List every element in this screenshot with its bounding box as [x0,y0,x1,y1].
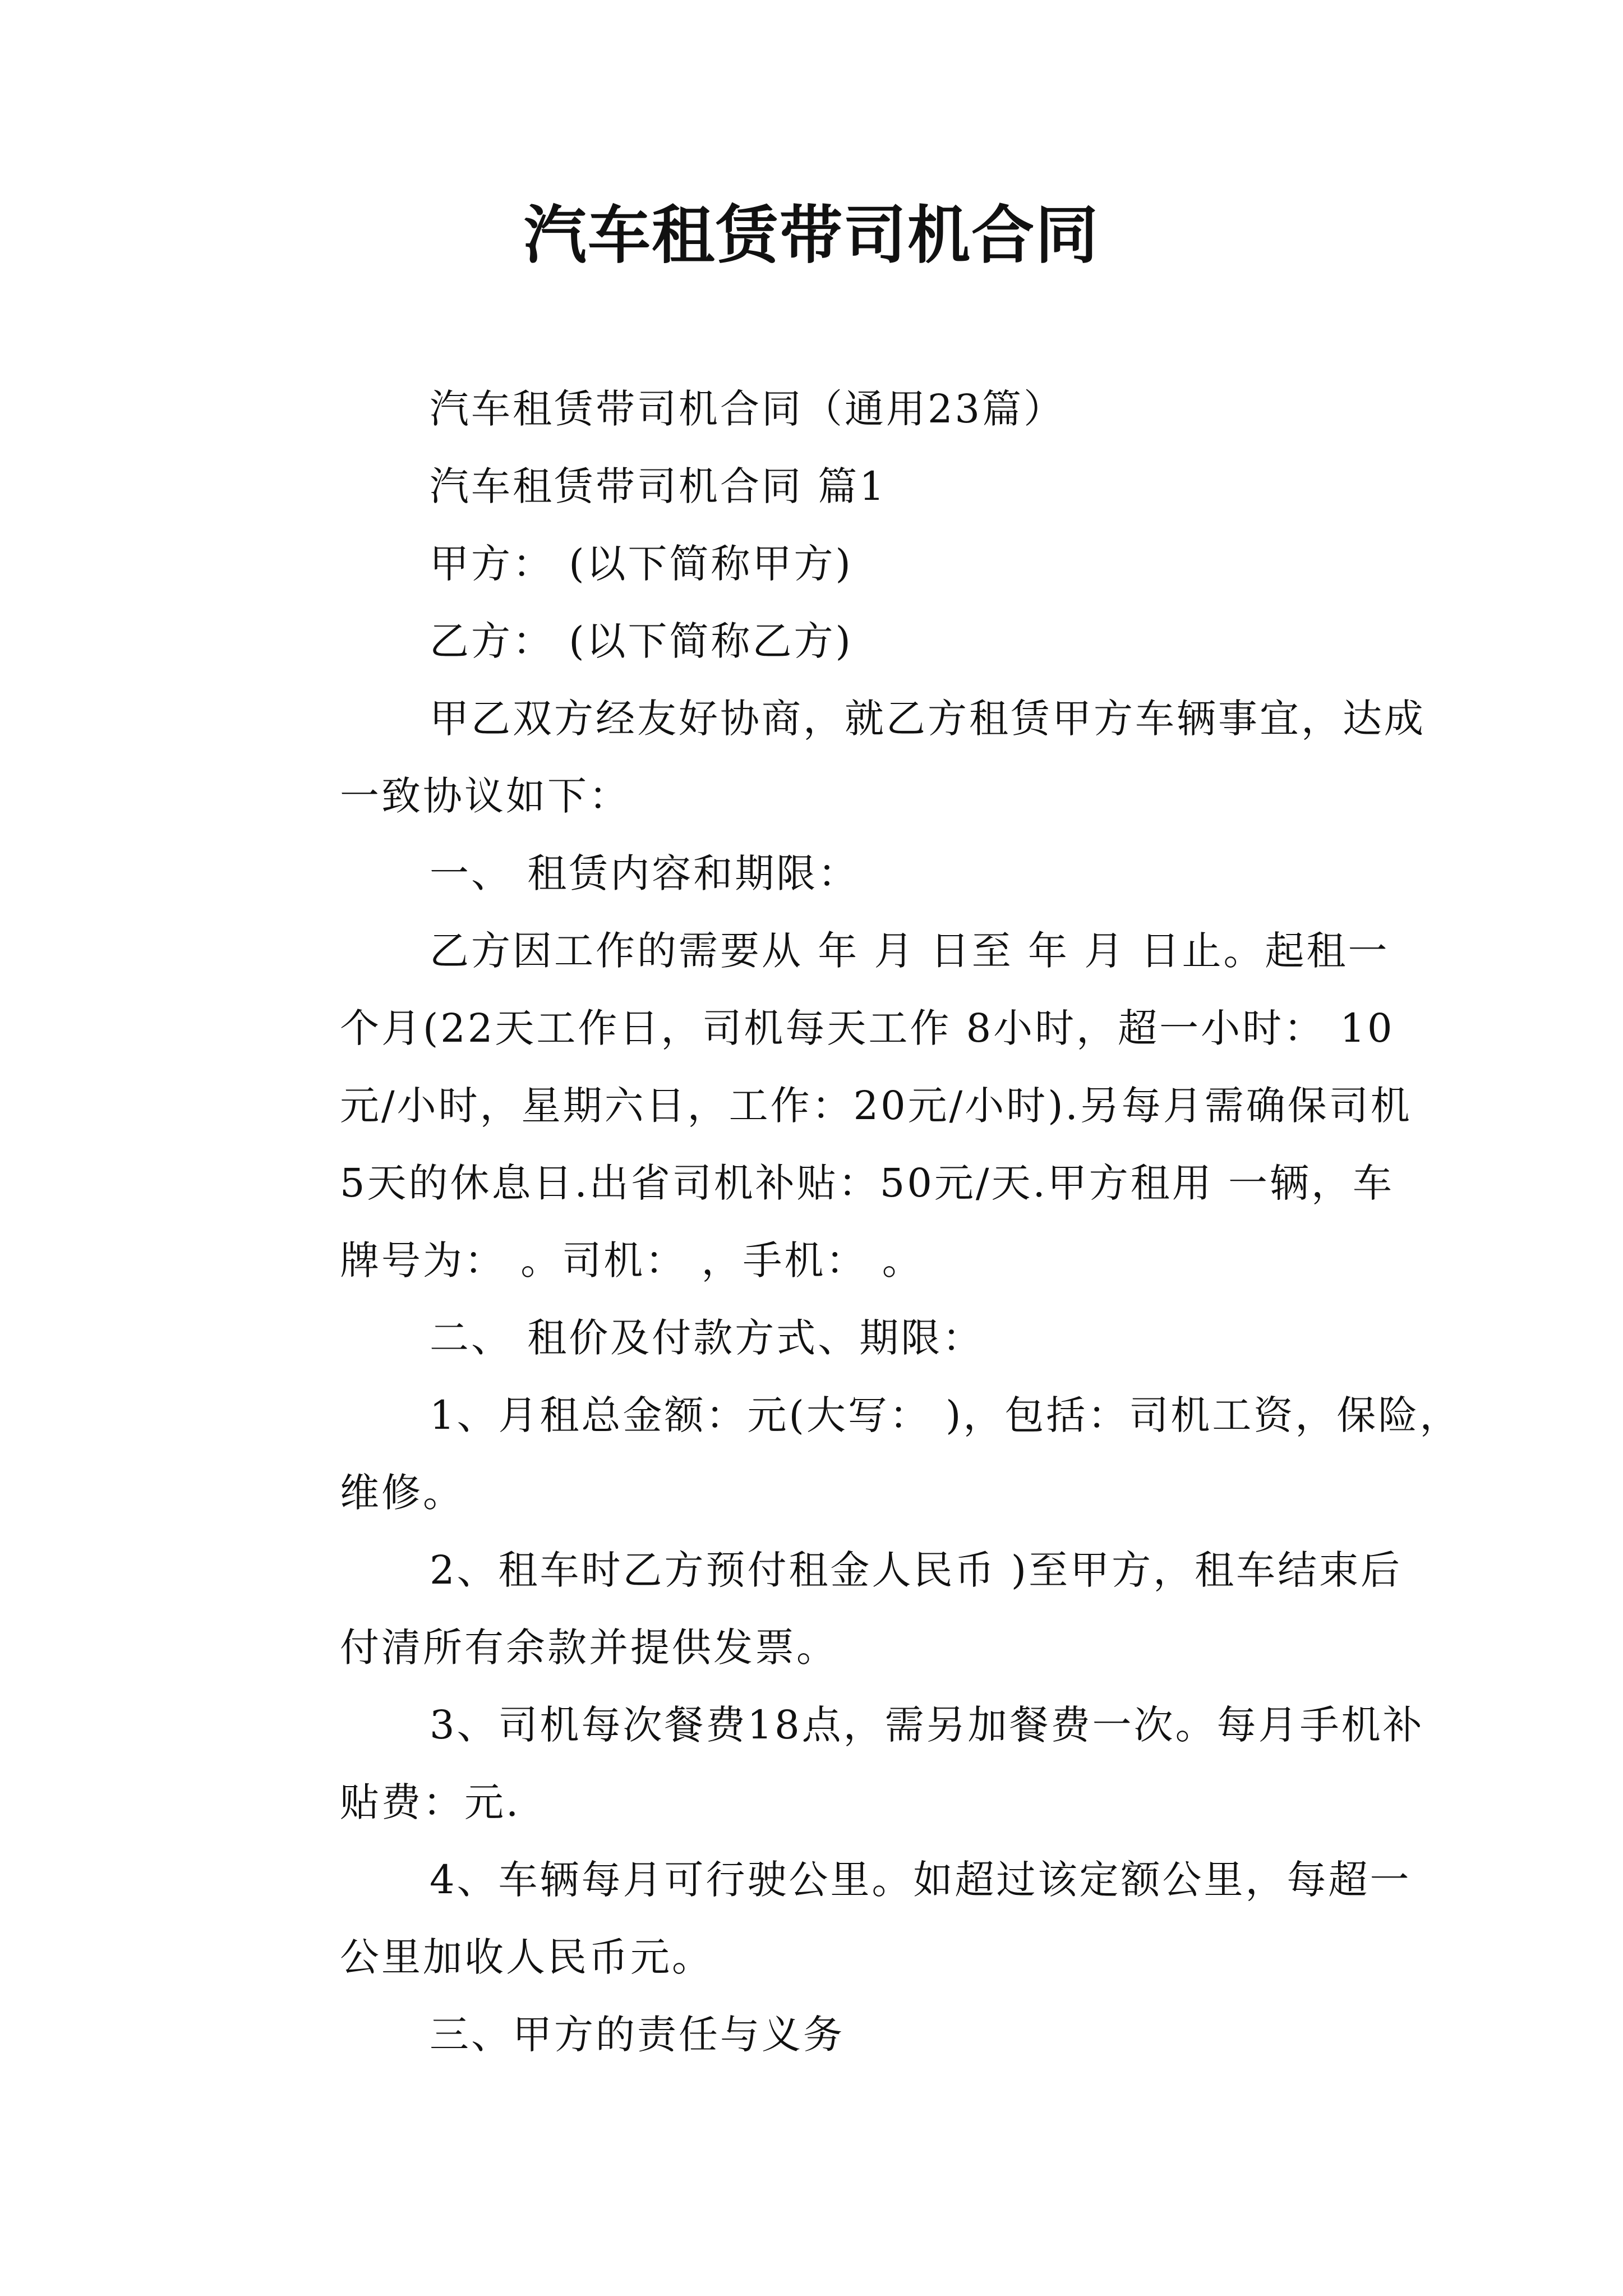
paragraph-clause-2-item-2 [250,1531,1403,1686]
text-line: 一、 租赁内容和期限： [430,850,860,896]
text-line: 三、甲方的责任与义务 [430,2012,845,2058]
text-line: 4、车辆每月可行驶公里。如超过该定额公里，每超一 [430,1857,1412,1903]
paragraph-clause-2-item-1 [250,1377,1461,1531]
text-line: 3、司机每次餐费18点，需另加餐费一次。每月手机补 [430,1702,1424,1748]
text-line: 公里加收人民币元。 [340,1934,713,1980]
text-line: 汽车租赁带司机合同（通用23篇） [430,386,1066,432]
text-line: 牌号为： 。司机： ，手机： 。 [340,1237,924,1283]
paragraph-clause-2-heading [250,1299,1389,1377]
text-line: 1、月租总金额：元(大写： )，包括：司机工资，保险， [430,1392,1461,1438]
text-line: 甲乙双方经友好协商，就乙方租赁甲方车辆事宜，达成 [430,696,1426,742]
paragraph-agreement-intro [250,680,1426,835]
text-line: 汽车租赁带司机合同 篇1 [430,463,887,509]
paragraph-clause-2-item-3 [250,1686,1424,1841]
text-line: 乙方因工作的需要从 年 月 日至 年 月 日止。起租一 [430,928,1390,974]
text-line: 个月(22天工作日，司机每天工作 8小时，超一小时： 10 [340,1005,1395,1051]
paragraph-section-heading [250,448,1389,525]
text-line: 贴费：元. [340,1779,521,1825]
paragraph-subtitle [250,370,1389,448]
text-line: 二、 租价及付款方式、期限： [430,1315,984,1361]
document-body [250,370,1461,2073]
text-line: 甲方： (以下简称甲方) [430,541,853,587]
paragraph-party-b [250,602,1389,680]
text-line: 维修。 [340,1470,464,1516]
paragraph-clause-2-item-4 [250,1841,1412,1996]
paragraph-clause-3-heading [250,1996,1389,2073]
text-line: 一致协议如下： [340,773,630,819]
text-line: 乙方： (以下简称乙方) [430,618,853,664]
paragraph-clause-1-heading [250,835,1389,912]
paragraph-party-a [250,525,1389,602]
paragraph-clause-1-body [250,912,1412,1299]
text-line: 元/小时，星期六日，工作：20元/小时).另每月需确保司机 [340,1083,1412,1129]
text-line: 付清所有余款并提供发票。 [340,1625,838,1671]
document-title: 汽车租赁带司机合同 [524,199,1099,272]
text-line: 5天的休息日.出省司机补贴：50元/天.甲方租用 一辆，车 [340,1160,1394,1206]
text-line: 2、租车时乙方预付租金人民币 )至甲方，租车结束后 [430,1547,1403,1593]
